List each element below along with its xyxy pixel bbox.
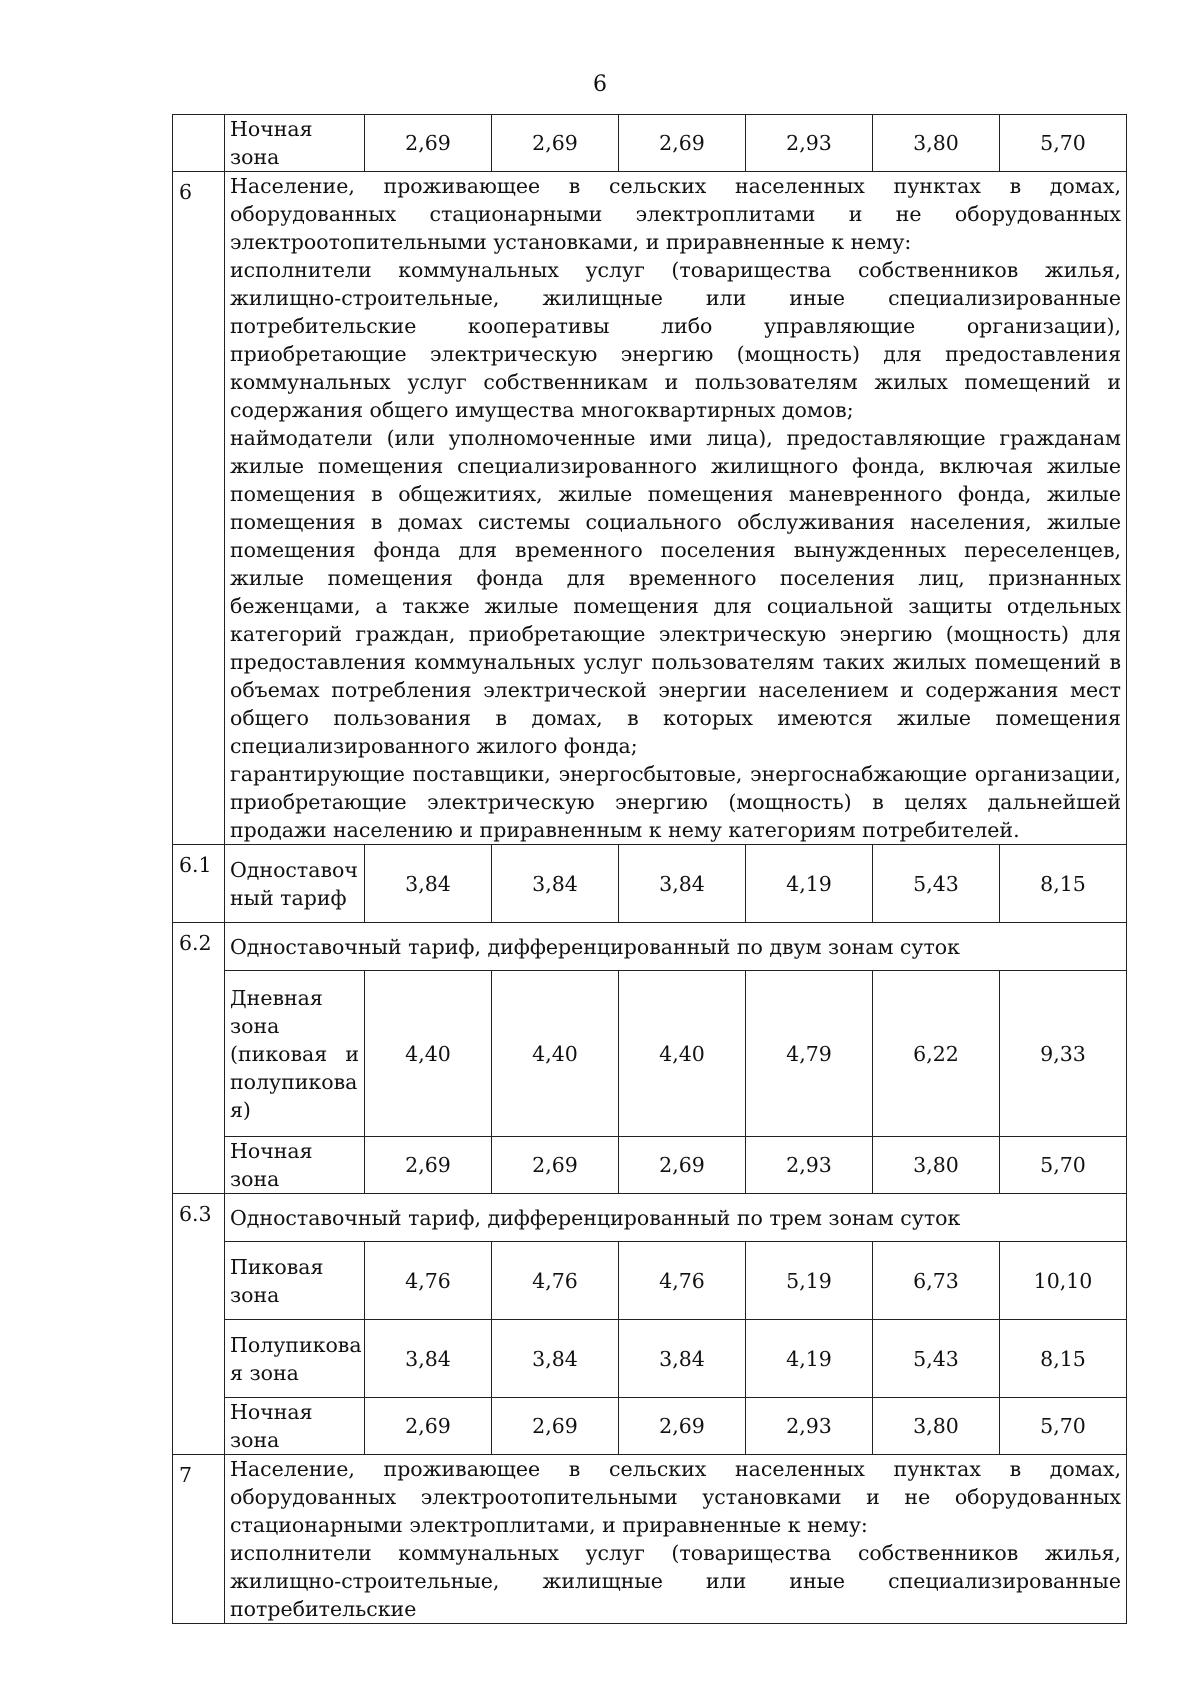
tariff-value: 2,69 <box>365 1137 492 1194</box>
tariff-value: 3,84 <box>619 1320 746 1398</box>
tariff-label <box>225 845 365 923</box>
label-word: (пиковая <box>230 1041 328 1066</box>
zone-label: Ночная зона <box>225 115 365 172</box>
table-row <box>173 1194 1127 1242</box>
label-line: Одноставоч <box>230 857 358 882</box>
description-paragraph: Население, проживающее в сельских населенных пунктах в домах, оборудованных электроотопительными установками и не оборудованных стационарными электроплитами, и приравненные к нему: <box>230 1457 1121 1537</box>
tariff-value: 5,70 <box>1000 1137 1127 1194</box>
tariff-value: 3,80 <box>873 1137 1000 1194</box>
table-row <box>173 115 1127 172</box>
tariff-value: 4,19 <box>746 845 873 923</box>
tariff-table <box>172 114 1127 1624</box>
section-number: 6.3 <box>173 1194 225 1455</box>
section-number: 6 <box>173 172 225 845</box>
tariff-value: 5,19 <box>746 1242 873 1320</box>
label-line: я зона <box>230 1360 299 1385</box>
zone-label <box>225 1242 365 1320</box>
description-paragraph: Население, проживающее в сельских населенных пунктах в домах, оборудованных стационарными электроплитами и не оборудованных электроотопительными установками, и приравненные к нему: <box>230 174 1121 254</box>
tariff-value: 2,69 <box>619 115 746 172</box>
tariff-value: 3,80 <box>873 1398 1000 1455</box>
tariff-value: 4,76 <box>492 1242 619 1320</box>
tariff-value: 10,10 <box>1000 1242 1127 1320</box>
tariff-value: 2,69 <box>619 1137 746 1194</box>
zone-label <box>225 1320 365 1398</box>
tariff-heading: Одноставочный тариф, дифференцированный по трем зонам суток <box>225 1194 1127 1242</box>
label-line: зона <box>230 1013 280 1038</box>
zone-label: Ночная зона <box>225 1398 365 1455</box>
tariff-value: 5,43 <box>873 845 1000 923</box>
section-description <box>225 1455 1127 1624</box>
label-line: полупикова <box>230 1069 358 1094</box>
tariff-value: 3,84 <box>365 1320 492 1398</box>
section-number: 6.1 <box>173 845 225 923</box>
tariff-value: 6,73 <box>873 1242 1000 1320</box>
description-paragraph: наймодатели (или уполномоченные ими лица), предоставляющие гражданам жилые помещения специализированного жилищного фонда, включая жилые помещения в общежитиях, жилые помещения маневренного фонда, жилые помещения в домах системы социального обслуживания населения, жилые помещения фонда для временного поселения вынужденных переселенцев, жилые помещения фонда для временного поселения лиц, признанных беженцами, а также жилые помещения для социальной защиты отдельных категорий граждан, приобретающие электрическую энергию (мощность) для предоставления коммунальных услуг пользователям таких жилых помещений в объемах потребления электрической энергии населением и содержания мест общего пользования в домах, в которых имеются жилые помещения специализированного жилого фонда; <box>230 426 1121 758</box>
label-line <box>230 1040 359 1068</box>
tariff-value: 2,69 <box>365 1398 492 1455</box>
tariff-value: 4,76 <box>619 1242 746 1320</box>
table-row <box>173 923 1127 971</box>
description-paragraph: исполнители коммунальных услуг (товарищества собственников жилья, жилищно-строительные, жилищные или иные специализированные потребительские кооперативы либо управляющие организации), приобретающие электрическую энергию (мощность) для предоставления коммунальных услуг собственникам и пользователям жилых помещений и содержания общего имущества многоквартирных домов; <box>230 258 1121 422</box>
page-number: 6 <box>593 72 607 97</box>
tariff-value: 5,43 <box>873 1320 1000 1398</box>
section-description <box>225 172 1127 845</box>
tariff-heading: Одноставочный тариф, дифференцированный по двум зонам суток <box>225 923 1127 971</box>
tariff-value: 3,80 <box>873 115 1000 172</box>
section-row <box>173 172 1127 845</box>
tariff-value: 3,84 <box>619 845 746 923</box>
tariff-value: 5,70 <box>1000 1398 1127 1455</box>
tariff-value: 2,69 <box>492 1398 619 1455</box>
tariff-value: 2,69 <box>619 1398 746 1455</box>
tariff-value: 9,33 <box>1000 971 1127 1137</box>
tariff-value: 2,69 <box>492 1137 619 1194</box>
section-row <box>173 1455 1127 1624</box>
zone-label: Ночная зона <box>225 1137 365 1194</box>
tariff-value: 4,40 <box>619 971 746 1137</box>
description-paragraph: гарантирующие поставщики, энергосбытовые, энергоснабжающие организации, приобретающие электрическую энергию (мощность) в целях дальнейшей продажи населению и приравненным к нему категориям потребителей. <box>230 762 1121 842</box>
tariff-value: 2,69 <box>492 115 619 172</box>
label-line: я) <box>230 1097 251 1122</box>
tariff-value: 3,84 <box>492 1320 619 1398</box>
section-number: 7 <box>173 1455 225 1624</box>
label-line: ный тариф <box>230 885 347 910</box>
label-line: Пиковая <box>230 1254 324 1279</box>
table-row <box>173 1137 1127 1194</box>
tariff-value: 2,93 <box>746 115 873 172</box>
table-row <box>173 845 1127 923</box>
tariff-value: 8,15 <box>1000 1320 1127 1398</box>
table-row <box>173 1320 1127 1398</box>
description-paragraph: исполнители коммунальных услуг (товарищества собственников жилья, жилищно-строительные, жилищные или иные специализированные потребительские <box>230 1541 1121 1621</box>
section-number: 6.2 <box>173 923 225 1194</box>
number-cell <box>173 115 225 172</box>
table-row <box>173 971 1127 1137</box>
tariff-value: 4,76 <box>365 1242 492 1320</box>
tariff-value: 4,40 <box>492 971 619 1137</box>
tariff-value: 2,93 <box>746 1398 873 1455</box>
tariff-value: 3,84 <box>492 845 619 923</box>
tariff-value: 8,15 <box>1000 845 1127 923</box>
label-line: Полупикова <box>230 1332 362 1357</box>
label-line: зона <box>230 1282 280 1307</box>
table-row <box>173 1242 1127 1320</box>
tariff-value: 6,22 <box>873 971 1000 1137</box>
tariff-value: 4,79 <box>746 971 873 1137</box>
tariff-value: 2,69 <box>365 115 492 172</box>
tariff-value: 4,19 <box>746 1320 873 1398</box>
label-word: и <box>345 1041 359 1066</box>
zone-label <box>225 971 365 1137</box>
label-line: Дневная <box>230 985 323 1010</box>
tariff-value: 3,84 <box>365 845 492 923</box>
tariff-value: 4,40 <box>365 971 492 1137</box>
tariff-value: 5,70 <box>1000 115 1127 172</box>
tariff-value: 2,93 <box>746 1137 873 1194</box>
table-row <box>173 1398 1127 1455</box>
